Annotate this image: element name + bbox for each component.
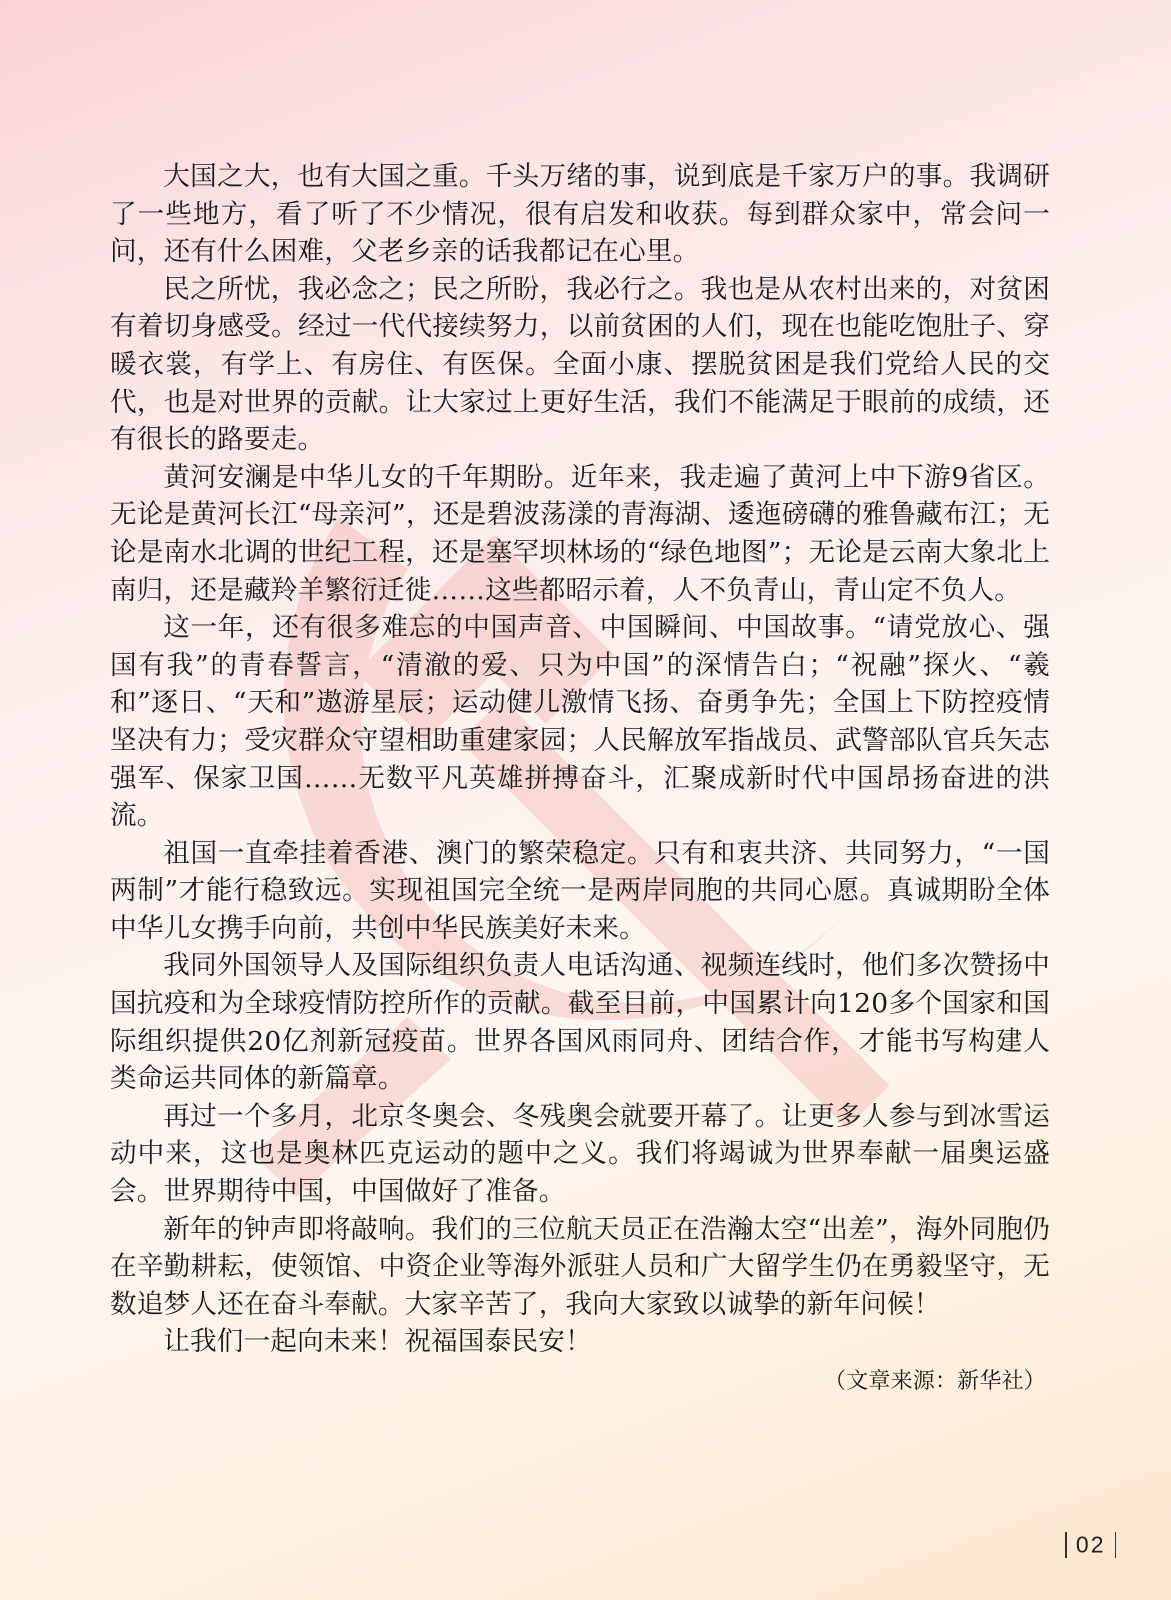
page-number xyxy=(1056,1530,1125,1558)
article-paragraph: 黄河安澜是中华儿女的千年期盼。近年来，我走遍了黄河上中下游9省区。无论是黄河长江“母亲河”，还是碧波荡漾的青海湖、逶迤磅礴的雅鲁藏布江；无论是南水北调的世纪工程，还是塞罕坝林场的“绿色地图”；无论是云南大象北上南归，还是藏羚羊繁衍迁徙……这些都昭示着，人不负青山，青山定不负人。 xyxy=(110,461,1050,606)
page-number-divider xyxy=(1115,1532,1117,1558)
article-paragraph: 我同外国领导人及国际组织负责人电话沟通、视频连线时，他们多次赞扬中国抗疫和为全球疫情防控所作的贡献。截至目前，中国累计向120多个国家和国际组织提供20亿剂新冠疫苗。世界各国风雨同舟、团结合作，才能书写构建人类命运共同体的新篇章。 xyxy=(110,950,1050,1095)
article-paragraph: 祖国一直牵挂着香港、澳门的繁荣稳定。只有和衷共济、共同努力，“一国两制”才能行稳致远。实现祖国完全统一是两岸同胞的共同心愿。真诚期盼全体中华儿女携手向前，共创中华民族美好未来。 xyxy=(110,837,1050,944)
article-source: （文章来源：新华社） xyxy=(823,1369,1046,1394)
article-paragraph: 再过一个多月，北京冬奥会、冬残奥会就要开幕了。让更多人参与到冰雪运动中来，这也是奥林匹克运动的题中之义。我们将竭诚为世界奉献一届奥运盛会。世界期待中国，中国做好了准备。 xyxy=(110,1100,1050,1208)
article-paragraph: 民之所忧，我必念之；民之所盼，我必行之。我也是从农村出来的，对贫困有着切身感受。经过一代代接续努力，以前贫困的人们，现在也能吃饱肚子、穿暖衣裳，有学上、有房住、有医保。全面小康、摆脱贫困是我们党给人民的交代，也是对世界的贡献。让大家过上更好生活，我们不能满足于眼前的成绩，还有很长的路要走。 xyxy=(110,273,1050,456)
article-body xyxy=(110,158,1050,1401)
page-number-value: 02 xyxy=(1075,1531,1106,1558)
article-paragraph: 新年的钟声即将敲响。我们的三位航天员正在浩瀚太空“出差”，海外同胞仍在辛勤耕耘，使领馆、中资企业等海外派驻人员和广大留学生仍在勇毅坚守，无数追梦人还在奋斗奉献。大家辛苦了，我向大家致以诚挚的新年问候！ xyxy=(110,1213,1050,1320)
article-paragraph: 大国之大，也有大国之重。千头万绪的事，说到底是千家万户的事。我调研了一些地方，看了听了不少情况，很有启发和收获。每到群众家中，常会问一问，还有什么困难，父老乡亲的话我都记在心里。 xyxy=(110,161,1050,268)
article-paragraph: 让我们一起向未来！祝福国泰民安！ xyxy=(163,1326,592,1358)
page-number-divider xyxy=(1065,1532,1067,1558)
article-paragraph: 这一年，还有很多难忘的中国声音、中国瞬间、中国故事。“请党放心、强国有我”的青春誓言，“清澈的爱、只为中国”的深情告白；“祝融”探火、“羲和”逐日、“天和”遨游星辰；运动健儿激情飞扬、奋勇争先；全国上下防控疫情坚决有力；受灾群众守望相助重建家园；人民解放军指战员、武警部队官兵矢志强军、保家卫国……无数平凡英雄拼搏奋斗，汇聚成新时代中国昂扬奋进的洪流。 xyxy=(110,612,1050,832)
